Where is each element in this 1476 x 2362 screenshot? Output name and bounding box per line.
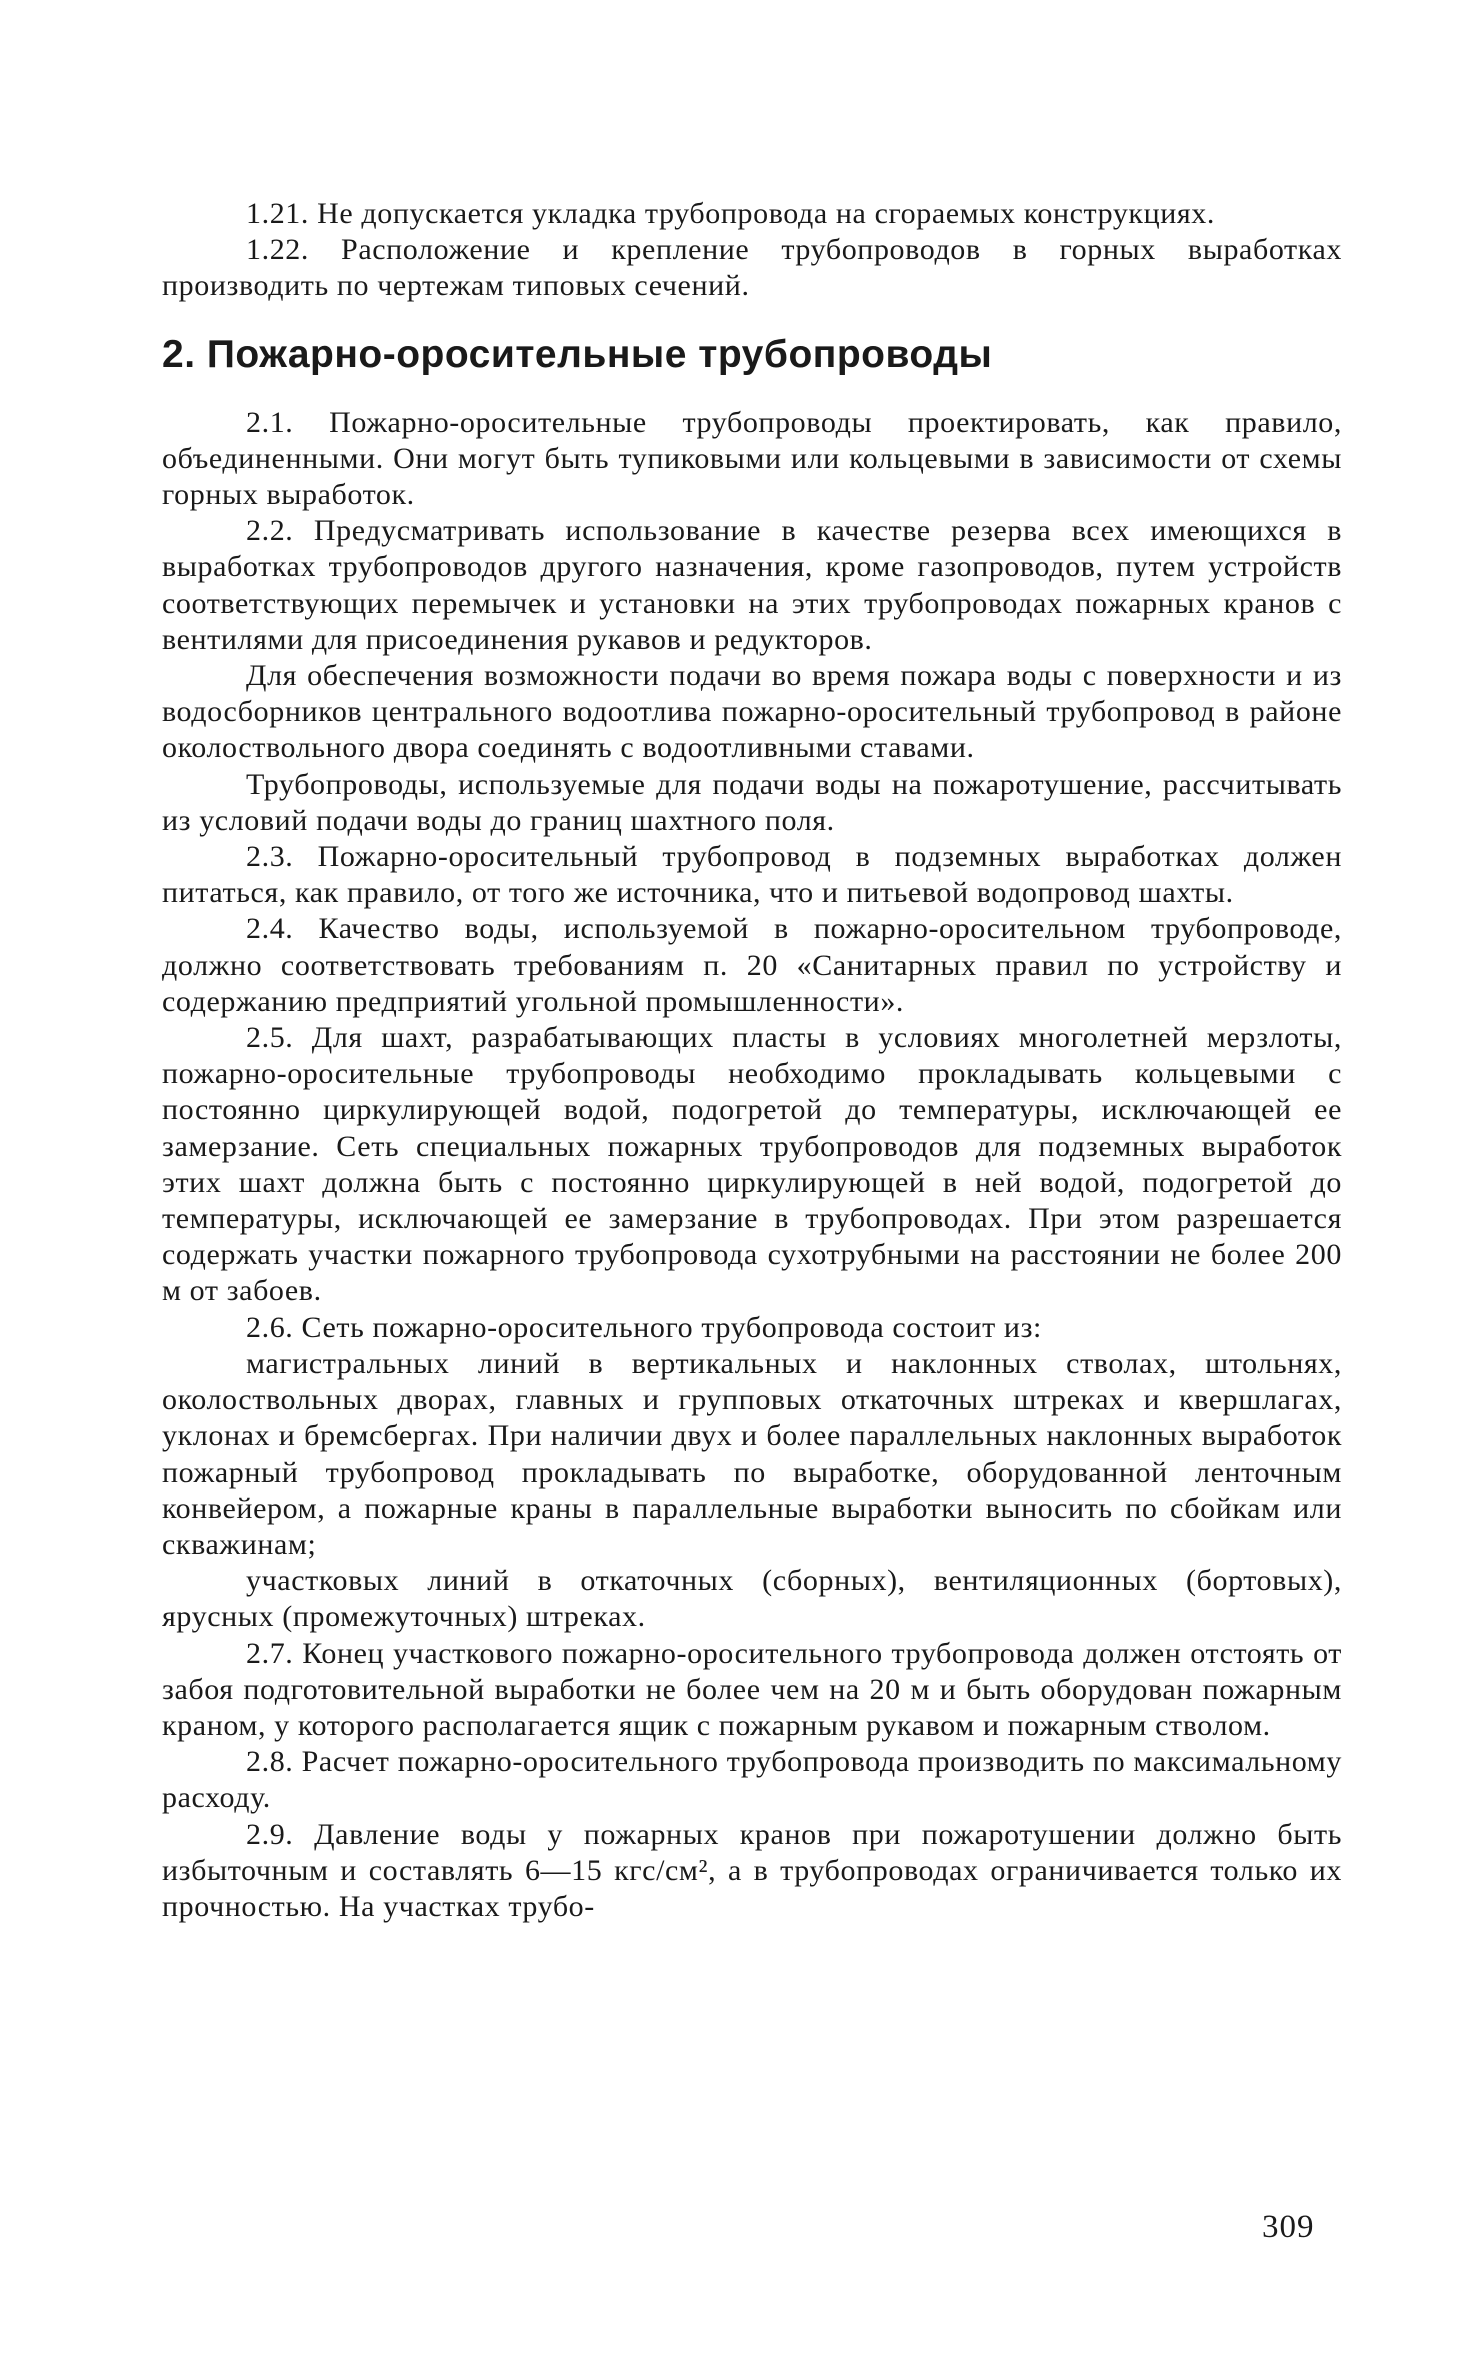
paragraph-2-5: 2.5. Для шахт, разрабатывающих пласты в условиях многолетней мерзлоты, пожарно-оросительные трубопроводы необходимо прокладывать кольцевыми с постоянно циркулирующей водой, подогретой до температуры, исключающей ее замерзание. Сеть специальных пожарных трубопроводов для подземных выработок этих шахт должна быть с постоянно циркулирующей в ней водой, подогретой до температуры, исключающей ее замерзание в трубопроводах. При этом разрешается содержать участки пожарного трубопровода сухотрубными на расстоянии не более 200 м от забоев.: [162, 1021, 1342, 1308]
section-heading: 2. Пожарно-оросительные трубопроводы: [162, 332, 993, 376]
page-body: [162, 196, 1342, 1925]
paragraph-2-6: 2.6. Сеть пожарно-оросительного трубопровода состоит из:: [246, 1310, 1042, 1344]
paragraph-2-9: 2.9. Давление воды у пожарных кранов при пожаротушении должно быть избыточным и составлять 6—15 кгс/см², а в трубопроводах ограничивается только их прочностью. На участках трубо-: [162, 1817, 1342, 1923]
paragraph-2-2-water-supply: Для обеспечения возможности подачи во время пожара воды с поверхности и из водосборников центрального водоотлива пожарно-оросительный трубопровод в районе околоствольного двора соединять с водоотливными ставами.: [162, 659, 1342, 765]
paragraph-2-6-section-lines: участковых линий в откаточных (сборных), вентиляционных (бортовых), ярусных (промежуточных) штреках.: [162, 1564, 1342, 1634]
paragraph-2-2: 2.2. Предусматривать использование в качестве резерва всех имеющихся в выработках трубопроводов другого назначения, кроме газопроводов, путем устройств соответствующих перемычек и установки на этих трубопроводах пожарных кранов с вентилями для присоединения рукавов и редукторов.: [162, 514, 1342, 656]
page-number: 309: [1262, 2209, 1315, 2245]
paragraph-1-21: 1.21. Не допускается укладка трубопровода на сгораемых конструкциях.: [246, 197, 1215, 230]
paragraph-2-7: 2.7. Конец участкового пожарно-оросительного трубопровода должен отстоять от забоя подготовительной выработки не более чем на 20 м и быть оборудован пожарным краном, у которого располагается ящик с пожарным рукавом и пожарным стволом.: [162, 1636, 1342, 1742]
paragraph-2-4: 2.4. Качество воды, используемой в пожарно-оросительном трубопроводе, должно соответствовать требованиям п. 20 «Санитарных правил по устройству и содержанию предприятий угольной промышленности».: [162, 912, 1342, 1018]
paragraph-1-22: 1.22. Расположение и крепление трубопроводов в горных выработках производить по чертежам типовых сечений.: [162, 233, 1342, 303]
paragraph-2-3: 2.3. Пожарно-оросительный трубопровод в подземных выработках должен питаться, как правило, от того же источника, что и питьевой водопровод шахты.: [162, 840, 1342, 910]
paragraph-2-2-calculation: Трубопроводы, используемые для подачи воды на пожаротушение, рассчитывать из условий подачи воды до границ шахтного поля.: [162, 767, 1342, 837]
paragraph-2-8: 2.8. Расчет пожарно-оросительного трубопровода производить по максимальному расходу.: [162, 1745, 1342, 1815]
paragraph-2-6-main-lines: магистральных линий в вертикальных и наклонных стволах, штольнях, околоствольных дворах, главных и групповых откаточных штреках и квершлагах, уклонах и бремсбергах. При наличии двух и более параллельных наклонных выработок пожарный трубопровод прокладывать по выработке, оборудованной ленточным конвейером, а пожарные краны в параллельные выработки выносить по сбойкам или скважинам;: [162, 1346, 1342, 1561]
paragraph-2-1: 2.1. Пожарно-оросительные трубопроводы проектировать, как правило, объединенными. Они могут быть тупиковыми или кольцевыми в зависимости от схемы горных выработок.: [162, 405, 1342, 512]
